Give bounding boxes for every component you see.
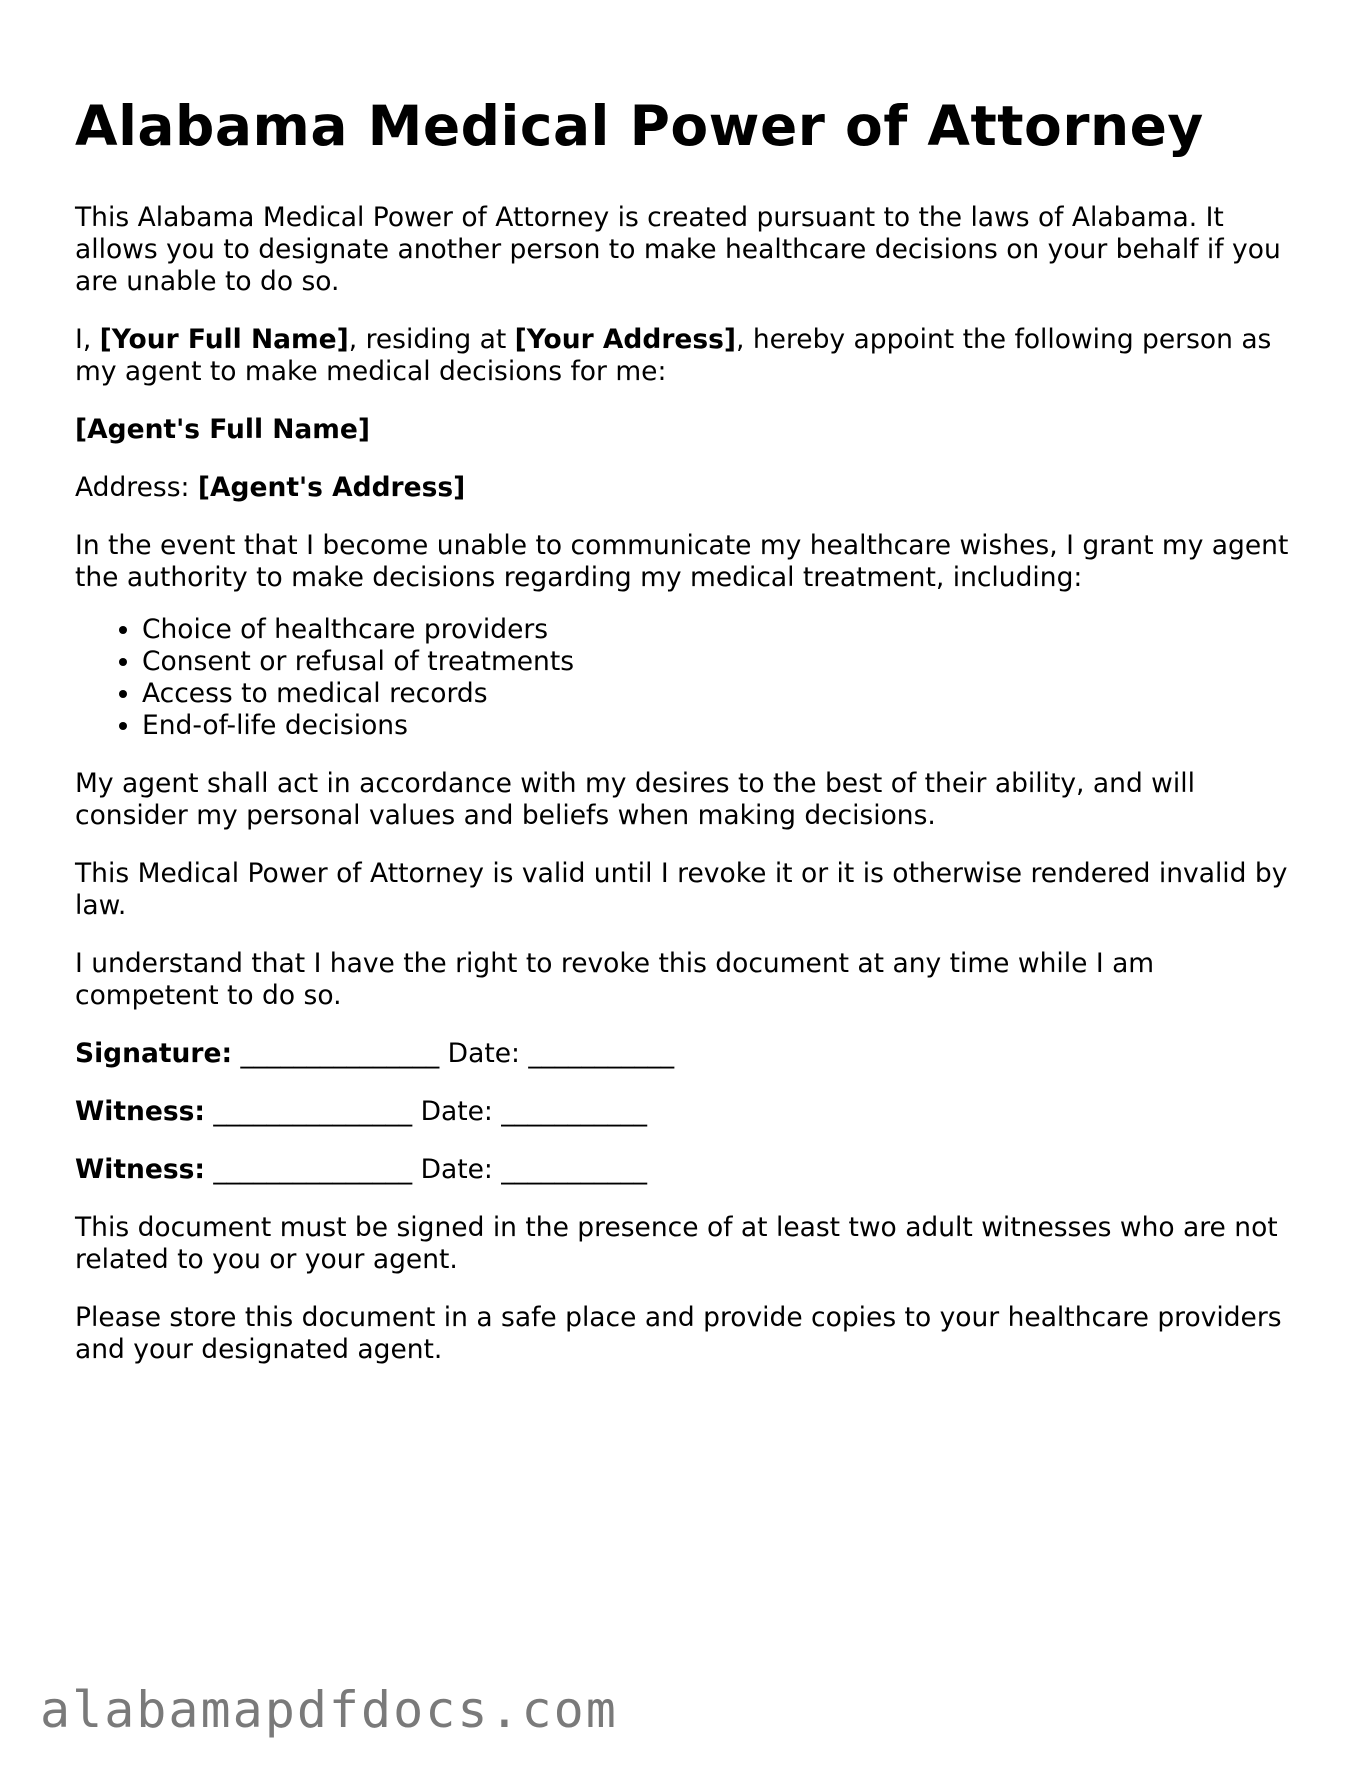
document-page — [75, 90, 1305, 1392]
signature-blank[interactable]: _______________ — [232, 1038, 448, 1069]
date-label: Date: — [420, 1096, 502, 1127]
list-item: • Consent or refusal of treatments — [142, 646, 1305, 678]
signature-line[interactable] — [75, 1038, 1305, 1070]
agent-name-placeholder: [Agent's Full Name] — [75, 414, 371, 445]
principal-address-placeholder: [Your Address] — [514, 324, 737, 355]
appointment-middle: , residing at — [348, 324, 515, 355]
date-label: Date: — [447, 1038, 529, 1069]
appointment-paragraph — [75, 324, 1305, 388]
agent-address-paragraph — [75, 472, 1305, 504]
agent-address-placeholder: [Agent's Address] — [197, 472, 466, 503]
authority-list — [75, 614, 1305, 742]
signature-label: Signature: — [75, 1038, 233, 1069]
document-title: Alabama Medical Power of Attorney — [75, 94, 1204, 158]
date-label: Date: — [420, 1154, 502, 1185]
agent-address-label: Address: — [75, 472, 198, 503]
watermark: alabamapdfdocs.com — [40, 1681, 618, 1739]
intro-paragraph: This Alabama Medical Power of Attorney is created pursuant to the laws of Alabama. It allows you to designate another person to make healthcare decisions on your behalf if you are unable to do so. — [75, 202, 1281, 297]
agent-name-paragraph — [75, 414, 1305, 446]
witness-label: Witness: — [75, 1096, 205, 1127]
list-item: • Choice of healthcare providers — [142, 614, 1305, 646]
witness-blank[interactable]: _______________ — [204, 1154, 421, 1185]
witness-requirement-paragraph: This document must be signed in the presence of at least two adult witnesses who are not related to you or your agent. — [75, 1212, 1278, 1275]
date-blank[interactable]: ___________ — [501, 1096, 648, 1127]
list-item: • Access to medical records — [142, 678, 1305, 710]
witness-line-1[interactable] — [75, 1096, 1305, 1128]
list-item: • End-of-life decisions — [142, 710, 1305, 742]
agent-duty-paragraph: My agent shall act in accordance with my desires to the best of their ability, and will consider my personal values and beliefs when making decisions. — [75, 768, 1195, 831]
revocation-paragraph: I understand that I have the right to revoke this document at any time while I am competent to do so. — [75, 948, 1155, 1011]
storage-paragraph: Please store this document in a safe place and provide copies to your healthcare providers and your designated agent. — [75, 1302, 1282, 1365]
appointment-suffix: , hereby appoint the following person as my agent to make medical decisions for me: — [75, 324, 1272, 387]
authority-intro-paragraph: In the event that I become unable to communicate my healthcare wishes, I grant my agent the authority to make decisions regarding my medical treatment, including: — [75, 530, 1289, 593]
date-blank[interactable]: ___________ — [501, 1154, 648, 1185]
witness-blank[interactable]: _______________ — [204, 1096, 421, 1127]
principal-name-placeholder: [Your Full Name] — [99, 324, 349, 355]
witness-label: Witness: — [75, 1154, 205, 1185]
validity-paragraph: This Medical Power of Attorney is valid until I revoke it or it is otherwise rendered invalid by law. — [75, 858, 1288, 921]
date-blank[interactable]: ___________ — [528, 1038, 675, 1069]
witness-line-2[interactable] — [75, 1154, 1305, 1186]
appointment-prefix: I, — [75, 324, 100, 355]
